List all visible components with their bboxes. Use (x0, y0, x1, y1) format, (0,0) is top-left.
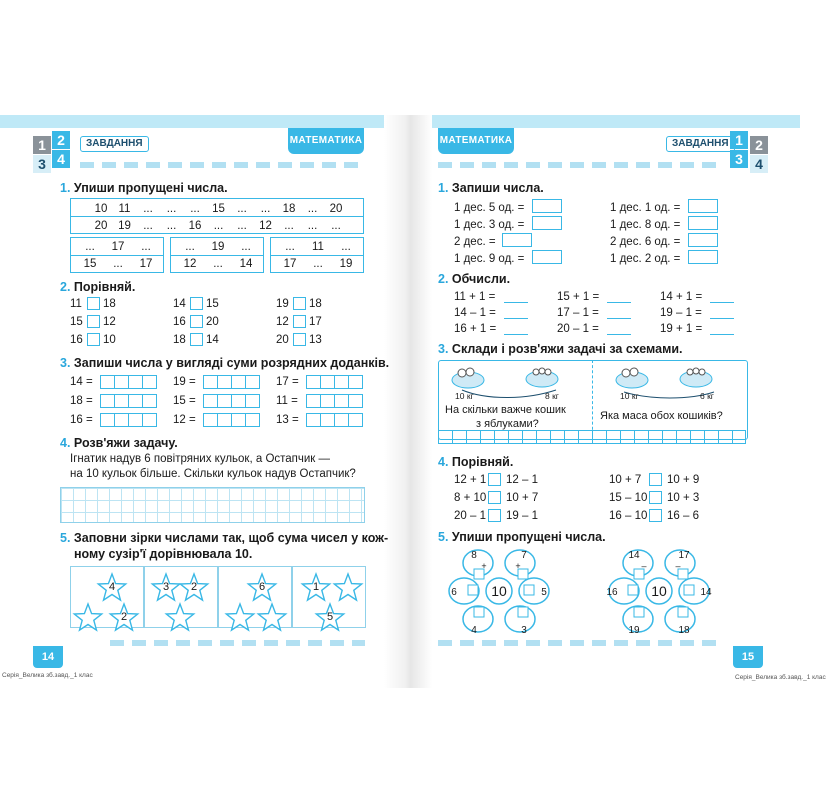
r-task4-title: 4. Порівняй. (438, 455, 514, 469)
compare-left-number: 18 (173, 334, 186, 346)
subject-tab: МАТЕМАТИКА (438, 128, 514, 154)
compare-right-number: 17 (309, 316, 322, 328)
tens-units-label: 1 дес. 2 од. = (610, 253, 681, 265)
answer-blank[interactable] (504, 309, 528, 319)
number-cell: 10 (94, 203, 108, 215)
constellation-panel (218, 566, 292, 628)
answer-cells[interactable] (306, 394, 363, 408)
constellation-panel (70, 566, 144, 628)
compare-sign-box[interactable] (190, 333, 203, 346)
tens-units-label: 2 дес. 6 од. = (610, 236, 681, 248)
number-cell: ... (285, 241, 295, 253)
number-cell: ... (213, 258, 223, 270)
number-cell: ... (143, 203, 153, 215)
star-number: 1 (312, 581, 320, 593)
basket-with-berries-icon (680, 368, 712, 387)
star-icon[interactable] (247, 573, 277, 602)
number-cell: 19 (118, 220, 131, 232)
star-number: 4 (108, 581, 116, 593)
task5-title-line1: 5. Заповни зірки числами так, щоб сума чисел у кож- (60, 531, 389, 545)
answer-cells[interactable] (203, 413, 260, 427)
sum-label: 13 = (276, 414, 299, 426)
zavdannia-label: ЗАВДАННЯ (666, 136, 735, 152)
star-icon[interactable] (97, 573, 127, 602)
task4-text-line2: на 10 кульок більше. Скільки кульок надув Остапчик? (70, 468, 356, 480)
number-cell: ... (331, 220, 341, 232)
compare-right-expr: 16 – 6 (667, 510, 699, 522)
number-cell: ... (190, 203, 200, 215)
number-tile-3: 3 (730, 150, 748, 168)
sum-label: 19 = (173, 376, 196, 388)
answer-cells[interactable] (306, 375, 363, 389)
petal-number: 3 (521, 625, 527, 636)
petal-number: 8 (471, 550, 477, 561)
task1-divider (70, 216, 364, 217)
answer-box[interactable] (524, 585, 534, 595)
task4-answer-grid[interactable] (60, 487, 365, 523)
compare-sign-box[interactable] (190, 297, 203, 310)
number-cell: ... (237, 220, 247, 232)
compare-sign-box[interactable] (488, 509, 501, 522)
triple-frame (170, 237, 264, 273)
answer-blank[interactable] (710, 325, 734, 335)
compare-sign-box[interactable] (293, 333, 306, 346)
star-icon[interactable] (179, 573, 209, 602)
number-cell: 20 (94, 220, 108, 232)
compare-left-number: 16 (173, 316, 186, 328)
number-cell: ... (237, 203, 247, 215)
answer-blank[interactable] (607, 309, 631, 319)
answer-box[interactable] (628, 585, 638, 595)
number-tile-3: 3 (33, 155, 51, 173)
star-icon[interactable] (257, 603, 287, 632)
operation-sign: – (675, 561, 681, 571)
star-number: 2 (120, 611, 128, 623)
dotted-rule (438, 162, 723, 168)
r-task5-title: 5. Упиши пропущені числа. (438, 530, 606, 544)
number-cell: 16 (188, 220, 202, 232)
constellation-panel (292, 566, 366, 628)
operation-sign: + (481, 561, 487, 571)
number-tile-1: 1 (730, 131, 748, 149)
answer-box[interactable] (688, 233, 718, 247)
number-cell: ... (113, 258, 123, 270)
answer-box[interactable] (678, 607, 688, 617)
book-gutter (384, 115, 432, 688)
r-task3-title: 3. Склади і розв'яжи задачі за схемами. (438, 342, 683, 356)
tens-units-label: 1 дес. 5 од. = (454, 202, 525, 214)
compare-right-number: 10 (103, 334, 116, 346)
answer-cells[interactable] (100, 375, 157, 389)
sum-label: 18 = (70, 395, 93, 407)
answer-cells[interactable] (100, 413, 157, 427)
triple-frame (70, 237, 164, 273)
page-number: 14 (33, 646, 63, 668)
answer-box[interactable] (532, 216, 562, 230)
compare-left-number: 11 (70, 298, 82, 310)
compare-right-number: 18 (103, 298, 116, 310)
answer-box[interactable] (518, 607, 528, 617)
answer-box[interactable] (688, 216, 718, 230)
expression: 16 + 1 = (454, 323, 497, 335)
answer-blank[interactable] (710, 293, 734, 303)
petal-number: 7 (521, 550, 527, 561)
star-number: 5 (326, 611, 334, 623)
compare-right-expr: 12 – 1 (506, 474, 538, 486)
answer-blank[interactable] (710, 309, 734, 319)
flower-1 (444, 545, 554, 637)
sum-label: 12 = (173, 414, 196, 426)
number-cell: ... (341, 241, 351, 253)
compare-left-number: 20 (276, 334, 289, 346)
compare-left-expr: 15 – 10 (609, 492, 648, 504)
compare-left-expr: 10 + 7 (609, 474, 642, 486)
number-cell: 15 (83, 258, 97, 270)
answer-box[interactable] (502, 233, 532, 247)
compare-right-expr: 10 + 7 (506, 492, 539, 504)
compare-sign-box[interactable] (649, 491, 662, 504)
star-number: 3 (162, 581, 170, 593)
petal-number: 19 (628, 625, 640, 636)
compare-left-expr: 8 + 10 (454, 492, 487, 504)
compare-left-number: 16 (70, 334, 83, 346)
compare-left-number: 14 (173, 298, 186, 310)
triple-divider (271, 255, 363, 256)
petal-number: 6 (451, 587, 457, 598)
r-task1-title: 1. Запиши числа. (438, 181, 544, 195)
star-icon[interactable] (109, 603, 139, 632)
scheme-b-question: Яка маса обох кошиків? (600, 410, 723, 422)
triple-divider (171, 255, 263, 256)
star-icon[interactable] (225, 603, 255, 632)
compare-right-expr: 10 + 3 (667, 492, 700, 504)
number-cell: ... (166, 220, 177, 232)
number-cell: ... (166, 203, 177, 215)
petal-number: 14 (628, 550, 640, 561)
number-cell: ... (307, 203, 318, 215)
compare-sign-box[interactable] (649, 509, 662, 522)
triple-frame (270, 237, 364, 273)
answer-box[interactable] (688, 199, 718, 213)
compare-sign-box[interactable] (87, 315, 100, 328)
sum-label: 16 = (70, 414, 93, 426)
sum-label: 15 = (173, 395, 196, 407)
number-cell: 17 (111, 241, 125, 253)
compare-sign-box[interactable] (293, 315, 306, 328)
number-cell: 12 (259, 220, 272, 232)
r-task3-answer-cells[interactable] (438, 430, 746, 444)
answer-box[interactable] (688, 250, 718, 264)
tens-units-label: 2 дес. = (454, 236, 496, 248)
number-cell: ... (284, 220, 294, 232)
compare-sign-box[interactable] (293, 297, 306, 310)
compare-sign-box[interactable] (87, 333, 100, 346)
compare-right-number: 12 (103, 316, 116, 328)
number-cell: 17 (283, 258, 297, 270)
r-task2-title: 2. Обчисли. (438, 272, 511, 286)
number-cell: ... (85, 241, 95, 253)
star-icon[interactable] (315, 603, 345, 632)
petal-number: 16 (606, 587, 618, 598)
expression: 19 + 1 = (660, 323, 703, 335)
expression: 14 + 1 = (660, 291, 703, 303)
sum-label: 17 = (276, 376, 299, 388)
constellation-panel (144, 566, 218, 628)
number-cell: ... (213, 220, 224, 232)
star-icon[interactable] (73, 603, 103, 632)
number-cell: ... (143, 220, 153, 232)
flower-center-number: 10 (491, 583, 507, 599)
tens-units-label: 1 дес. 8 од. = (610, 219, 681, 231)
scheme-a-weight2: 8 кг (545, 391, 559, 401)
compare-left-expr: 12 + 1 (454, 474, 487, 486)
imprint: Серія_Велика зб.завд._1 клас (735, 674, 826, 681)
scheme-b-weight2: 6 кг (700, 391, 714, 401)
task2-title: 2. Порівняй. (60, 280, 136, 294)
compare-sign-box[interactable] (488, 473, 501, 486)
compare-sign-box[interactable] (488, 491, 501, 504)
tens-units-label: 1 дес. 3 од. = (454, 219, 525, 231)
number-tile-2: 2 (750, 136, 768, 154)
number-tile-4: 4 (750, 155, 768, 173)
sum-label: 14 = (70, 376, 93, 388)
task4-text-line1: Ігнатик надув 6 повітряних кульок, а Остапчик — (70, 453, 331, 465)
compare-left-expr: 16 – 10 (609, 510, 648, 522)
task5-title-line2: ному сузір'ї дорівнювала 10. (74, 547, 253, 561)
number-tile-4: 4 (52, 150, 70, 168)
star-number: 2 (190, 581, 198, 593)
number-cell: 14 (239, 258, 253, 270)
scheme-a-weight1: 10 кг (455, 391, 474, 401)
petal-number: 17 (678, 550, 690, 561)
answer-box[interactable] (468, 585, 478, 595)
task2-compare-grid (70, 298, 370, 350)
compare-right-expr: 19 – 1 (506, 510, 538, 522)
zavdannia-label: ЗАВДАННЯ (80, 136, 149, 152)
number-cell: 19 (339, 258, 353, 270)
compare-left-number: 12 (276, 316, 289, 328)
expression: 17 – 1 = (557, 307, 599, 319)
tens-units-label: 1 дес. 1 од. = (610, 202, 681, 214)
flower-2 (604, 545, 714, 637)
number-cell: 12 (183, 258, 197, 270)
triple-divider (71, 255, 163, 256)
answer-cells[interactable] (203, 375, 260, 389)
task1-triples (70, 237, 364, 273)
answer-box[interactable] (634, 607, 644, 617)
petal-number: 14 (700, 587, 712, 598)
answer-box[interactable] (532, 250, 562, 264)
star-number: 6 (258, 581, 266, 593)
r-task3-divider (592, 360, 593, 440)
compare-left-expr: 20 – 1 (454, 510, 486, 522)
task3-rows (70, 376, 370, 432)
compare-right-number: 20 (206, 316, 219, 328)
task4-title: 4. Розв'яжи задачу. (60, 436, 178, 450)
scheme-b-weight1: 10 кг (620, 391, 639, 401)
compare-sign-box[interactable] (87, 297, 100, 310)
page-number: 15 (733, 646, 763, 668)
operation-sign: + (515, 561, 521, 571)
compare-right-number: 13 (309, 334, 322, 346)
compare-right-number: 14 (206, 334, 219, 346)
star-icon[interactable] (151, 573, 181, 602)
number-cell: ... (313, 258, 323, 270)
flower-center-number: 10 (651, 583, 667, 599)
scheme-a-question-line2: з яблуками? (476, 418, 539, 430)
dotted-rule-bottom (110, 640, 365, 646)
task3-title: 3. Запиши числа у вигляді суми розрядних доданків. (60, 356, 390, 370)
answer-cells[interactable] (100, 394, 157, 408)
basket-with-apples-icon (616, 368, 648, 388)
compare-right-number: 18 (309, 298, 322, 310)
subject-tab: МАТЕМАТИКА (288, 128, 364, 154)
dotted-rule-bottom (438, 640, 723, 646)
number-cell: 11 (118, 203, 131, 215)
expression: 14 – 1 = (454, 307, 496, 319)
number-cell: ... (241, 241, 251, 253)
basket-with-apples-icon (452, 368, 484, 388)
compare-sign-box[interactable] (190, 315, 203, 328)
answer-box[interactable] (474, 607, 484, 617)
sum-label: 11 = (276, 395, 298, 407)
number-cell: ... (307, 220, 318, 232)
answer-blank[interactable] (607, 325, 631, 335)
petal-number: 5 (541, 587, 547, 598)
number-tile-2: 2 (52, 131, 70, 149)
number-cell: 18 (282, 203, 296, 215)
answer-blank[interactable] (504, 325, 528, 335)
compare-right-expr: 10 + 9 (667, 474, 700, 486)
number-cell: ... (141, 241, 151, 253)
answer-box[interactable] (684, 585, 694, 595)
imprint: Серія_Велика зб.завд._1 клас (2, 672, 93, 679)
number-cell: ... (185, 241, 195, 253)
compare-sign-box[interactable] (649, 473, 662, 486)
expression: 11 + 1 = (454, 291, 496, 303)
petal-number: 18 (678, 625, 690, 636)
answer-cells[interactable] (306, 413, 363, 427)
operation-sign: – (641, 561, 647, 571)
expression: 15 + 1 = (557, 291, 600, 303)
dotted-rule (80, 162, 365, 168)
compare-left-number: 15 (70, 316, 83, 328)
expression: 20 – 1 = (557, 323, 599, 335)
answer-blank[interactable] (607, 293, 631, 303)
compare-right-number: 15 (206, 298, 219, 310)
scheme-a-question-line1: На скільки важче кошик (445, 404, 566, 416)
star-icon[interactable] (333, 573, 363, 602)
answer-cells[interactable] (203, 394, 260, 408)
number-cell: 20 (329, 203, 343, 215)
number-cell: 15 (212, 203, 225, 215)
number-cell: 11 (312, 241, 324, 253)
basket-with-berries-icon (526, 368, 558, 387)
answer-blank[interactable] (504, 293, 528, 303)
number-tile-1: 1 (33, 136, 51, 154)
petal-number: 4 (471, 625, 477, 636)
number-cell: ... (260, 203, 271, 215)
number-cell: 17 (139, 258, 153, 270)
task1-title: 1. Упиши пропущені числа. (60, 181, 228, 195)
answer-box[interactable] (532, 199, 562, 213)
tens-units-label: 1 дес. 9 од. = (454, 253, 525, 265)
compare-left-number: 19 (276, 298, 289, 310)
star-icon[interactable] (165, 603, 195, 632)
star-icon[interactable] (301, 573, 331, 602)
expression: 19 – 1 = (660, 307, 702, 319)
number-cell: 19 (211, 241, 225, 253)
